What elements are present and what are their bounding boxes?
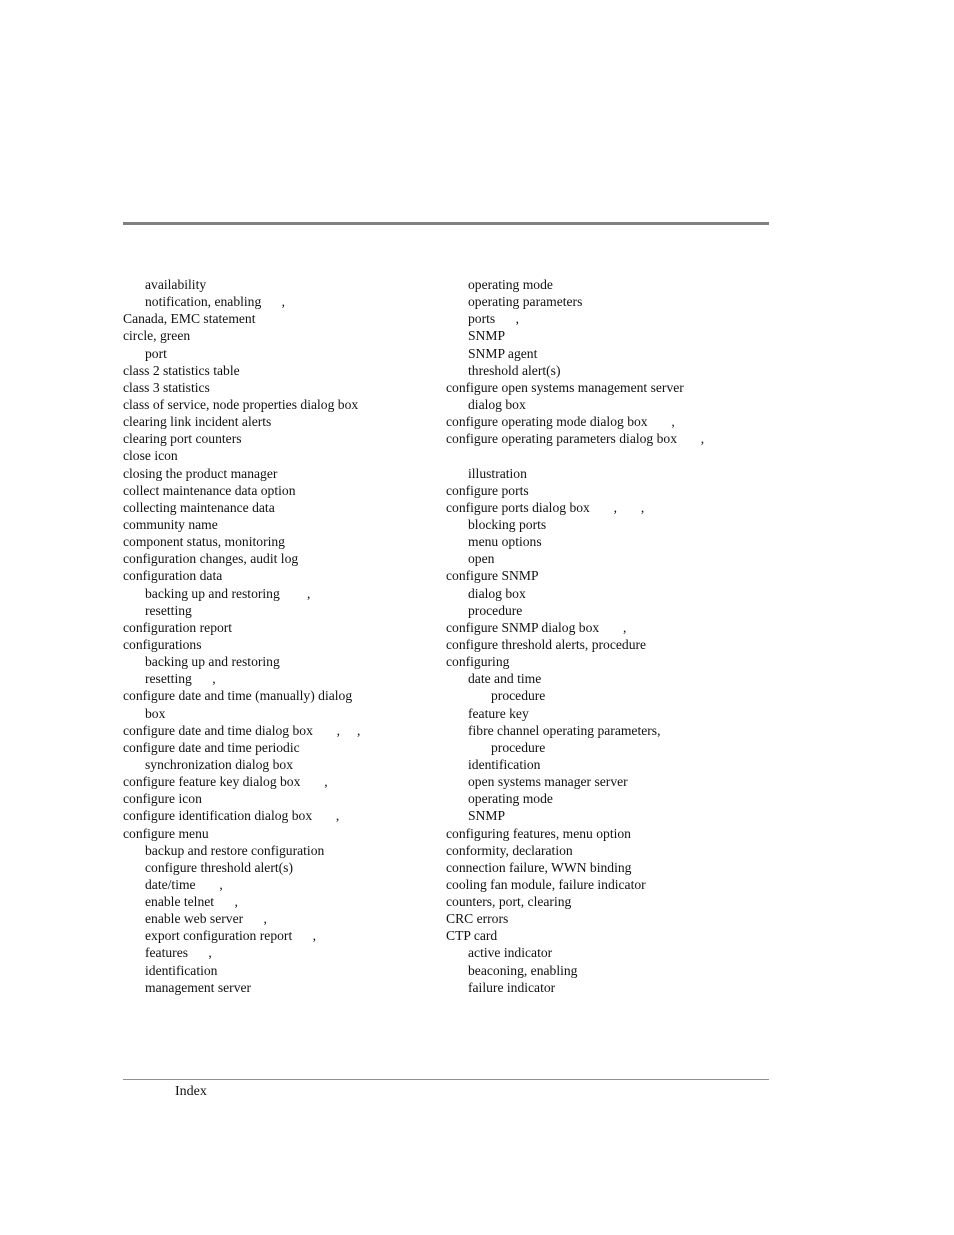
index-entry: configure SNMP	[446, 568, 539, 584]
index-entry: configure icon	[123, 791, 202, 807]
index-entry: procedure	[491, 688, 546, 704]
index-entry: configure operating parameters dialog box ,	[446, 431, 705, 447]
index-entry: date/time ,	[145, 876, 223, 892]
index-entry: configuration data	[123, 568, 223, 584]
index-entry: CRC errors	[446, 911, 509, 927]
index-entry: features ,	[145, 945, 212, 961]
index-entry: close icon	[123, 448, 178, 464]
header-rule	[123, 222, 769, 225]
index-entry: configure operating mode dialog box ,	[446, 414, 675, 430]
index-entry: closing the product manager	[123, 465, 278, 481]
index-entry: identification	[468, 756, 541, 772]
index-entry: fibre channel operating parameters,	[468, 722, 661, 738]
index-entry: failure indicator	[468, 979, 556, 995]
index-entry: export configuration report ,	[145, 928, 317, 944]
index-entry: configure date and time dialog box , ,	[123, 722, 361, 738]
index-entry: resetting ,	[145, 671, 216, 687]
index-column-right	[446, 276, 776, 996]
index-entry: port	[145, 345, 167, 361]
index-entry: class of service, node properties dialog box	[123, 396, 359, 412]
index-entry: dialog box	[468, 396, 526, 412]
index-entry: SNMP	[468, 808, 506, 824]
index-entry: configure threshold alert(s)	[145, 859, 293, 875]
index-entry: configure ports	[446, 482, 529, 498]
index-entry: configurations	[123, 636, 202, 652]
index-entry: dialog box	[468, 585, 526, 601]
index-entry: configure SNMP dialog box ,	[446, 619, 627, 635]
index-entry: SNMP agent	[468, 345, 538, 361]
index-entry: procedure	[491, 739, 546, 755]
index-entry: date and time	[468, 671, 542, 687]
index-entry: clearing link incident alerts	[123, 414, 272, 430]
index-entry: circle, green	[123, 328, 191, 344]
index-entry: configure date and time (manually) dialog	[123, 688, 353, 704]
index-entry: blocking ports	[468, 516, 547, 532]
index-entry: configuration changes, audit log	[123, 551, 299, 567]
index-entry: notification, enabling ,	[145, 294, 286, 310]
index-entry: ports ,	[468, 311, 519, 327]
index-entry: configure menu	[123, 825, 209, 841]
index-entry: operating mode	[468, 791, 553, 807]
index-entry: clearing port counters	[123, 431, 242, 447]
index-entry: active indicator	[468, 945, 553, 961]
index-entry	[446, 447, 776, 464]
index-entry: feature key	[468, 705, 529, 721]
index-entry: management server	[145, 979, 252, 995]
index-entry: collecting maintenance data	[123, 499, 275, 515]
index-entry: configuration report	[123, 619, 233, 635]
footer-section-label: Index	[175, 1084, 207, 1099]
index-entry: Canada, EMC statement	[123, 311, 256, 327]
index-entry: open systems manager server	[468, 774, 628, 790]
index-entry: availability	[145, 277, 207, 292]
index-entry: beaconing, enabling	[468, 962, 578, 978]
index-entry: menu options	[468, 534, 542, 550]
index-column-left	[123, 276, 433, 996]
index-entry: threshold alert(s)	[468, 362, 561, 378]
index-entry: procedure	[468, 602, 523, 618]
index-entry: conformity, declaration	[446, 842, 573, 858]
index-entry: illustration	[468, 465, 527, 481]
index-entry: operating parameters	[468, 294, 583, 310]
index-entry: community name	[123, 516, 218, 532]
index-entry: component status, monitoring	[123, 534, 285, 550]
index-entry: operating mode	[468, 277, 553, 292]
index-entry: configuring features, menu option	[446, 825, 631, 841]
index-entry: resetting	[145, 602, 192, 618]
index-entry: configuring	[446, 654, 510, 670]
index-entry: cooling fan module, failure indicator	[446, 876, 646, 892]
index-entry: backing up and restoring ,	[145, 585, 311, 601]
index-entry: open	[468, 551, 495, 567]
index-entry: configure feature key dialog box ,	[123, 774, 328, 790]
index-entry: configure identification dialog box ,	[123, 808, 340, 824]
index-entry: enable telnet ,	[145, 894, 238, 910]
index-entry: counters, port, clearing	[446, 894, 572, 910]
index-entry: class 2 statistics table	[123, 362, 240, 378]
index-entry: SNMP	[468, 328, 506, 344]
index-entry: collect maintenance data option	[123, 482, 296, 498]
index-entry: box	[145, 705, 166, 721]
index-entry: backing up and restoring	[145, 654, 280, 670]
index-entry: CTP card	[446, 928, 498, 944]
index-entry: class 3 statistics	[123, 379, 210, 395]
index-entry: configure date and time periodic	[123, 739, 300, 755]
index-entry: connection failure, WWN binding	[446, 859, 632, 875]
index-entry: synchronization dialog box	[145, 756, 293, 772]
index-entry: configure threshold alerts, procedure	[446, 636, 647, 652]
index-entry: configure ports dialog box , ,	[446, 499, 645, 515]
index-entry: backup and restore configuration	[145, 842, 325, 858]
index-entry: identification	[145, 962, 218, 978]
index-entry: enable web server ,	[145, 911, 267, 927]
footer-rule	[123, 1079, 769, 1080]
index-entry: configure open systems management server	[446, 379, 684, 395]
